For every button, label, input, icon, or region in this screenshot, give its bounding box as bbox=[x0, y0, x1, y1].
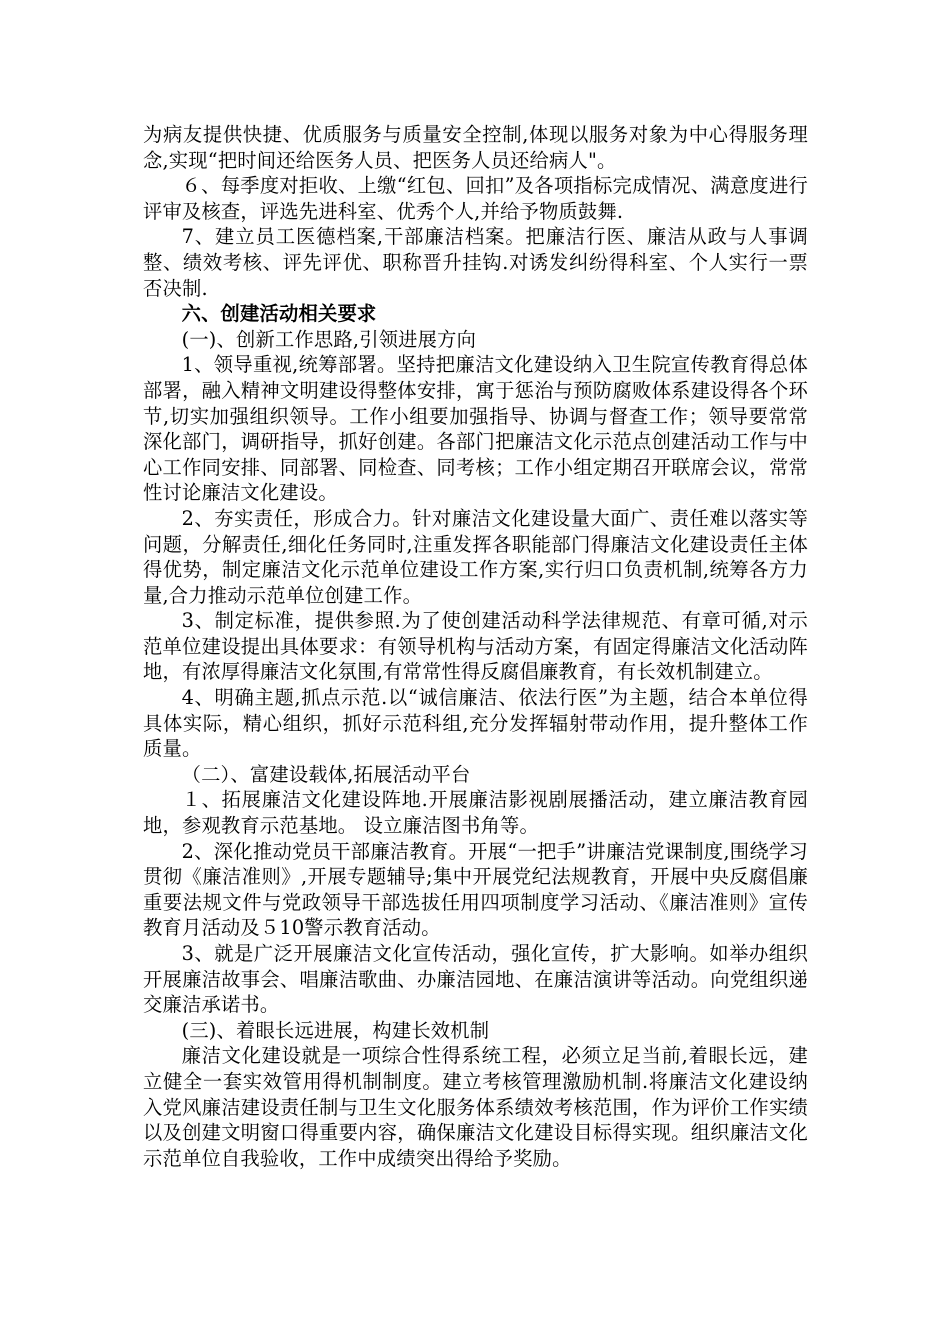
paragraph-mechanism: 廉洁文化建设就是一项综合性得系统工程，必须立足当前,着眼长远，建立健全一套实效管用得机制制度。建立考核管理激励机制.将廉洁文化建设纳入党风廉洁建设责任制与卫生文化服务体系绩效考核范围，作为评价工作实绩以及创建文明窗口得重要内容，确保廉洁文化建设目标得实现。组织廉洁文化示范单位自我验收，工作中成绩突出得给予奖励。 bbox=[143, 1044, 808, 1170]
subheading-2: （二）、富建设载体,拓展活动平台 bbox=[181, 762, 471, 786]
paragraph-item-6: ６、每季度对拒收、上缴“红包、回扣”及各项指标完成情况、满意度进行评审及核查，评选先进科室、优秀个人,并给予物质鼓舞. bbox=[143, 174, 808, 223]
subheading-1: (一)、创新工作思路,引领进展方向 bbox=[181, 327, 477, 351]
paragraph-item-7: 7、建立员工医德档案,干部廉洁档案。把廉洁行医、廉洁从政与人事调整、绩效考核、评先评优、职称晋升挂钩.对诱发纠纷得科室、个人实行一票否决制. bbox=[143, 225, 808, 300]
subheading-3: (三)、着眼长远进展，构建长效机制 bbox=[181, 1018, 490, 1042]
paragraph-standards: 3、制定标准，提供参照.为了使创建活动科学法律规范、有章可循,对示范单位建设提出具体要求：有领导机构与活动方案，有固定得廉洁文化活动阵地，有浓厚得廉洁文化氛围,有常常性得反腐倡廉教育，有长效机制建立。 bbox=[143, 609, 808, 684]
paragraph-leadership: 1、领导重视,统筹部署。坚持把廉洁文化建设纳入卫生院宣传教育得总体部署，融入精神文明建设得整体安排，寓于惩治与预防腐败体系建设得各个环节,切实加强组织领导。工作小组要加强指导、协调与督查工作；领导要常常深化部门，调研指导，抓好创建。各部门把廉洁文化示范点创建活动工作与中心工作同安排、同部署、同检查、同考核；工作小组定期召开联席会议，常常性讨论廉洁文化建设。 bbox=[143, 353, 808, 505]
paragraph-service-concept: 为病友提供快捷、优质服务与质量安全控制,体现以服务对象为中心得服务理念,实现“把时间还给医务人员、把医务人员还给病人"。 bbox=[143, 123, 808, 172]
paragraph-theme: 4、明确主题,抓点示范.以“诚信廉洁、依法行医”为主题，结合本单位得具体实际，精心组织，抓好示范科组,充分发挥辐射带动作用，提升整体工作质量。 bbox=[143, 686, 808, 761]
paragraph-publicity: 3、就是广泛开展廉洁文化宣传活动，强化宣传，扩大影响。如举办组织开展廉洁故事会、唱廉洁歌曲、办廉洁园地、在廉洁演讲等活动。向党组织递交廉洁承诺书。 bbox=[143, 942, 808, 1017]
section-heading-requirements: 六、创建活动相关要求 bbox=[181, 302, 377, 326]
paragraph-positions: １、拓展廉洁文化建设阵地.开展廉洁影视剧展播活动，建立廉洁教育园地，参观教育示范基地。 设立廉洁图书角等。 bbox=[143, 788, 808, 838]
paragraph-responsibility: 2、夯实责任，形成合力。针对廉洁文化建设量大面广、责任难以落实等问题，分解责任,细化任务同时,注重发挥各职能部门得廉洁文化建设责任主体得优势，制定廉洁文化示范单位建设工作方案,实行归口负责机制,统筹各方力量,合力推动示范单位创建工作。 bbox=[143, 506, 808, 607]
document-page bbox=[143, 122, 808, 1171]
paragraph-education: 2、深化推动党员干部廉洁教育。开展“一把手”讲廉洁党课制度,围绕学习贯彻《廉洁准则》,开展专题辅导;集中开展党纪法规教育，开展中央反腐倡廉重要法规文件与党政领导干部选拔任用四项制度学习活动、《廉洁准则》宣传教育月活动及５10警示教育活动。 bbox=[143, 839, 808, 940]
